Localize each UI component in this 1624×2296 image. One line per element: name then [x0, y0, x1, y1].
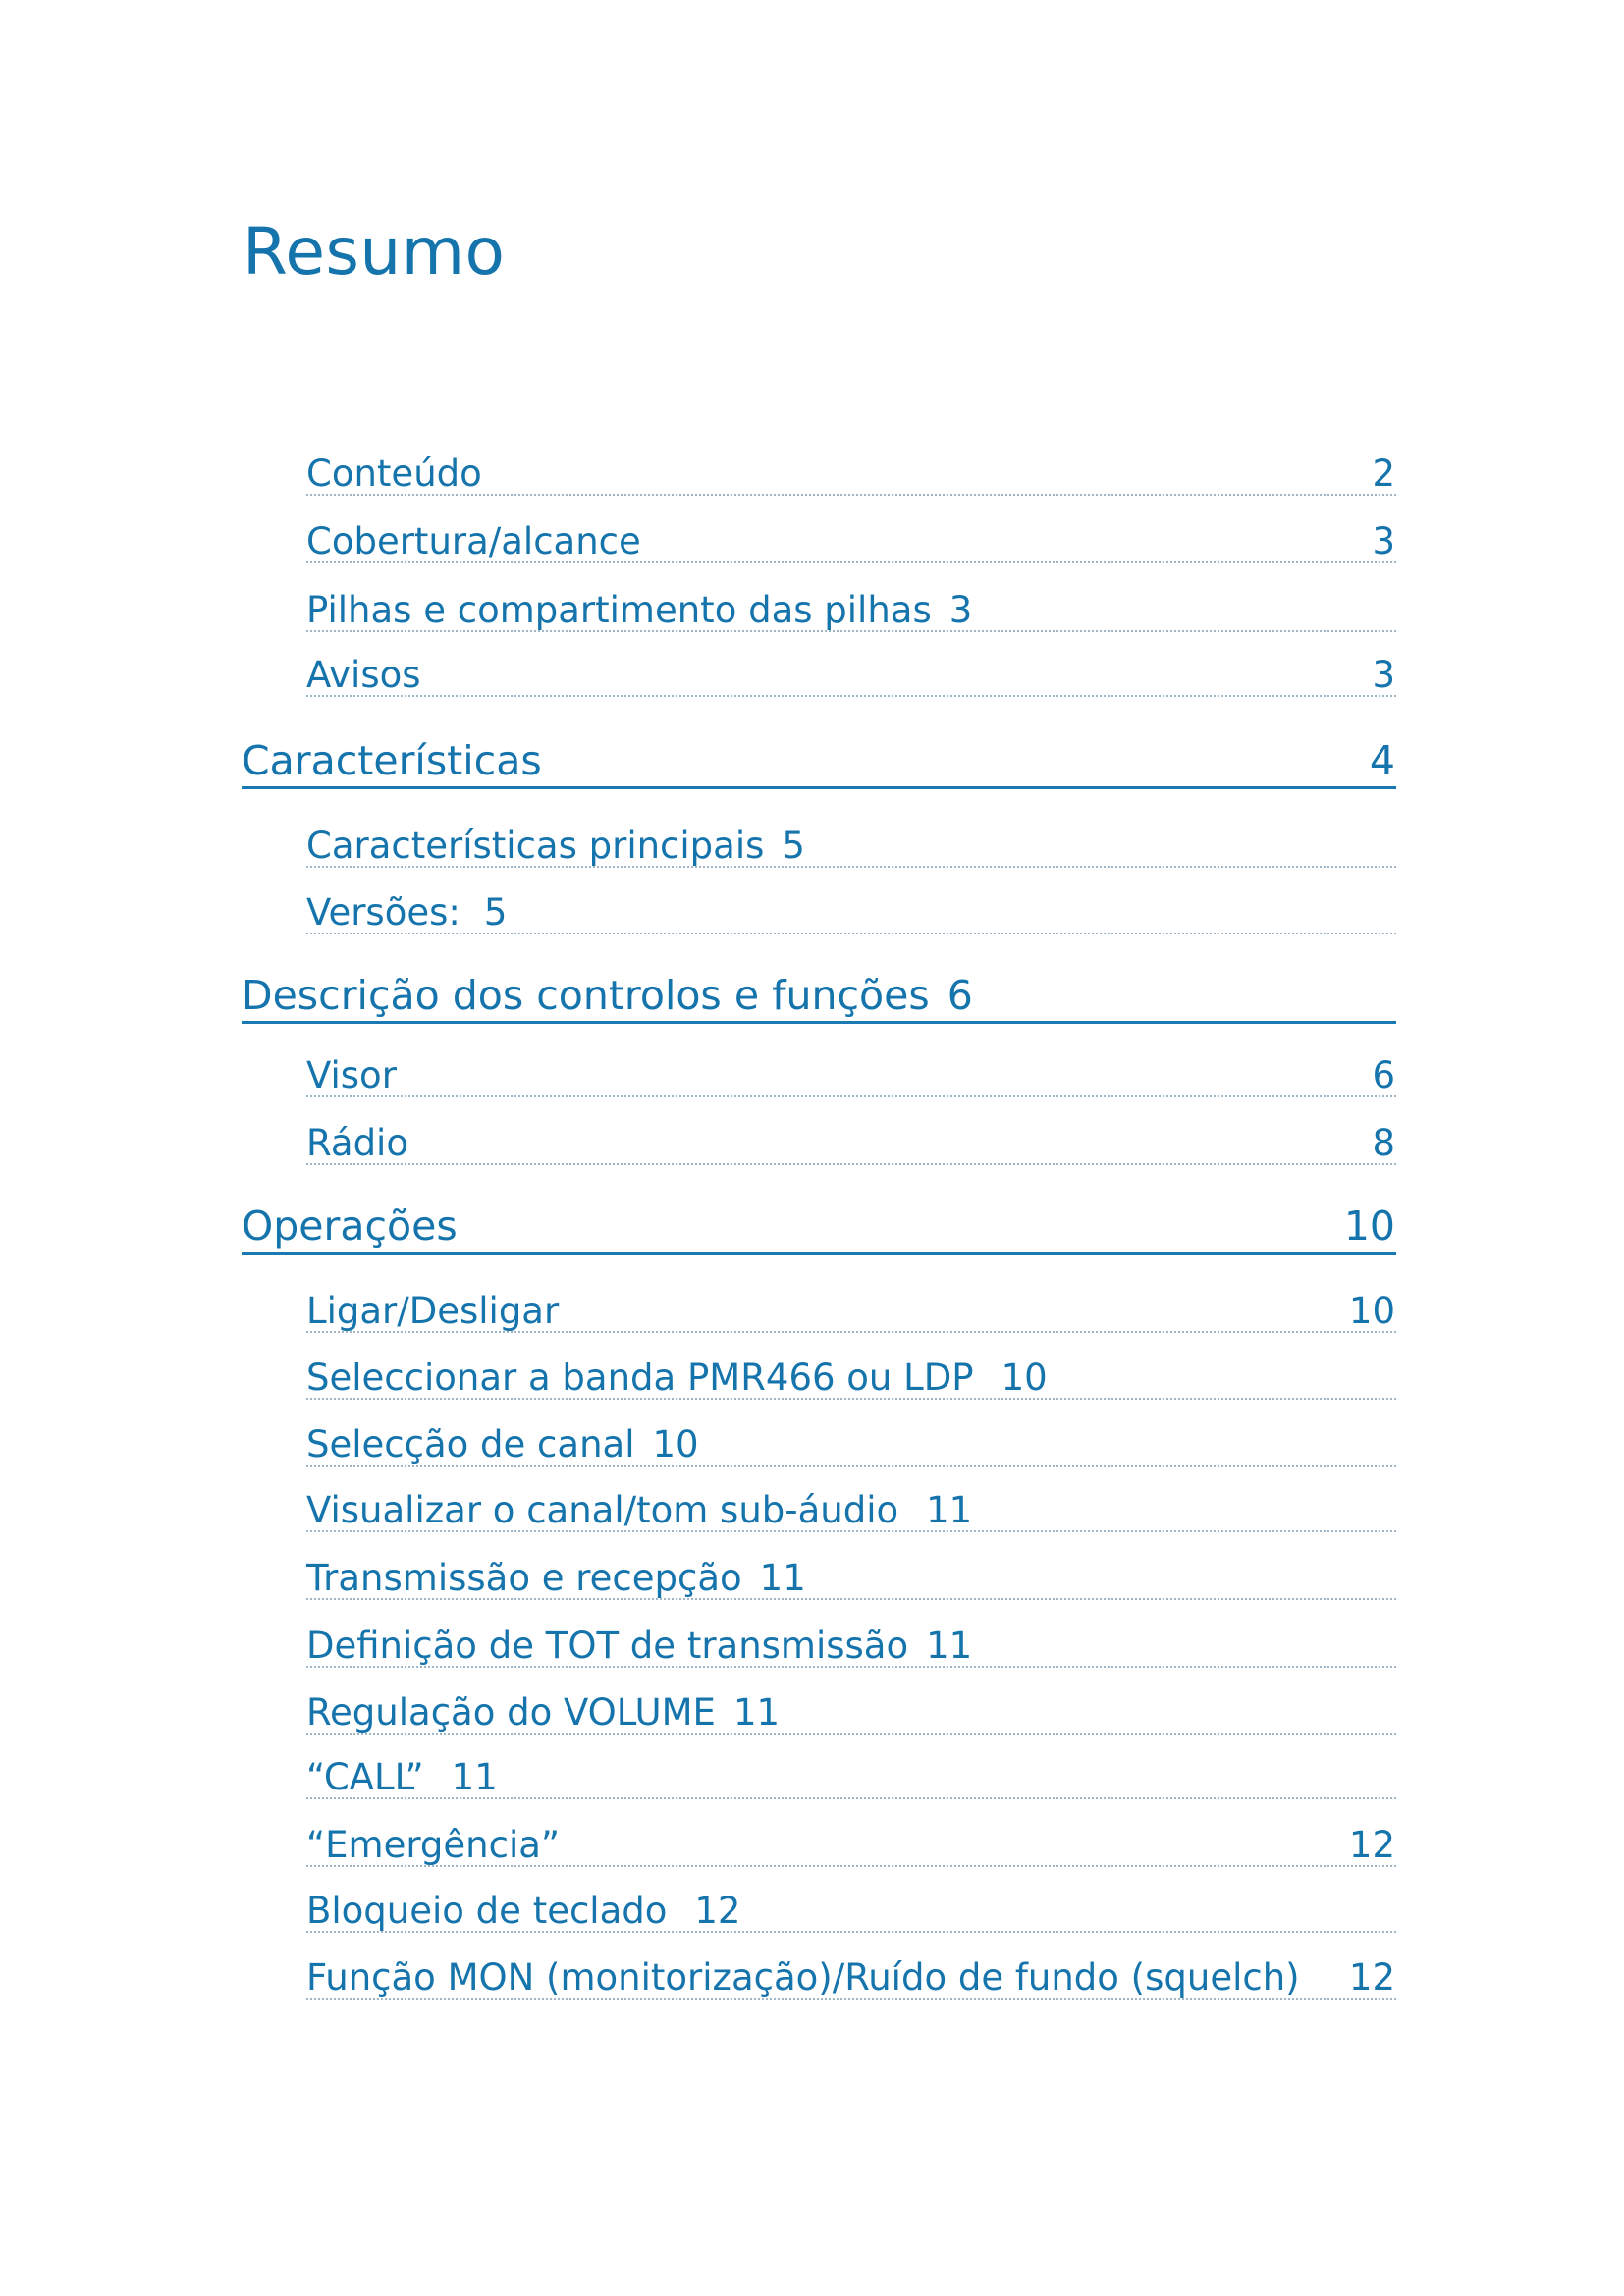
toc-entry-avisos[interactable] — [306, 654, 1396, 697]
toc-section-label: Descrição dos controlos e funções — [242, 972, 930, 1019]
toc-page-number: 4 — [1369, 737, 1395, 784]
toc-entry-tot[interactable] — [306, 1625, 1396, 1668]
toc-entry-emergencia[interactable] — [306, 1824, 1396, 1867]
toc-page-number: 3 — [1372, 654, 1395, 696]
toc-entry-pilhas[interactable] — [306, 589, 1396, 632]
toc-label: “Emergência” — [306, 1824, 561, 1866]
toc-label: Características principais — [306, 825, 765, 867]
toc-section-descricao[interactable] — [242, 972, 1396, 1024]
toc-entry-volume[interactable] — [306, 1691, 1396, 1735]
toc-page-number: 3 — [948, 589, 973, 631]
toc-page-number: 6 — [947, 972, 973, 1019]
toc-label: Selecção de canal — [306, 1423, 635, 1466]
toc-entry-conteudo[interactable] — [306, 453, 1396, 496]
toc-entry-seleccionar-banda[interactable] — [306, 1357, 1396, 1400]
toc-section-operacoes[interactable] — [242, 1202, 1396, 1255]
toc-label: Avisos — [306, 654, 421, 696]
toc-entry-bloqueio[interactable] — [306, 1890, 1396, 1933]
toc-page-number: 11 — [926, 1625, 973, 1667]
toc-page-number: 10 — [1001, 1357, 1048, 1399]
toc-label: Pilhas e compartimento das pilhas — [306, 589, 932, 631]
toc-page-number: 11 — [451, 1756, 498, 1798]
toc-page-number: 10 — [1348, 1290, 1395, 1332]
toc-label: Visualizar o canal/tom sub-áudio — [306, 1489, 899, 1531]
toc-label: “CALL” — [306, 1756, 424, 1798]
toc-page-number: 6 — [1372, 1054, 1395, 1096]
toc-page-number: 11 — [732, 1691, 781, 1734]
toc-entry-visor[interactable] — [306, 1054, 1396, 1097]
toc-label: Conteúdo — [306, 453, 482, 495]
toc-page-number: 12 — [1348, 1956, 1395, 1999]
toc-section-label: Operações — [242, 1202, 458, 1250]
toc-entry-transmissao[interactable] — [306, 1557, 1396, 1600]
toc-label: Rádio — [306, 1122, 408, 1164]
toc-entry-visualizar-canal[interactable] — [306, 1489, 1396, 1532]
toc-page-number: 10 — [652, 1423, 699, 1466]
toc-label: Versões: — [306, 891, 460, 934]
toc-label: Ligar/Desligar — [306, 1290, 560, 1332]
toc-entry-versoes[interactable] — [306, 891, 1396, 934]
toc-section-label: Características — [242, 737, 542, 784]
toc-label: Seleccionar a banda PMR466 ou LDP — [306, 1357, 974, 1399]
toc-label: Função MON (monitorização)/Ruído de fundo (squelch) — [306, 1956, 1300, 1999]
toc-entry-caracteristicas-principais[interactable] — [306, 825, 1396, 868]
toc-label: Definição de TOT de transmissão — [306, 1625, 909, 1667]
toc-page-number: 10 — [1343, 1202, 1395, 1250]
toc-page-number: 11 — [759, 1557, 806, 1599]
toc-entry-funcao-mon[interactable] — [306, 1956, 1396, 2000]
toc-entry-ligar[interactable] — [306, 1290, 1396, 1333]
toc-label: Visor — [306, 1054, 397, 1096]
toc-page-number: 11 — [926, 1489, 973, 1531]
toc-entry-radio[interactable] — [306, 1122, 1396, 1165]
page-title: Resumo — [243, 214, 506, 290]
toc-label: Bloqueio de teclado — [306, 1890, 668, 1932]
toc-label: Transmissão e recepção — [306, 1557, 742, 1599]
toc-entry-cobertura[interactable] — [306, 520, 1396, 563]
toc-page-number: 8 — [1372, 1122, 1395, 1164]
toc-page-number: 5 — [782, 825, 805, 867]
toc-page-number: 2 — [1372, 453, 1395, 495]
toc-page-number: 5 — [483, 891, 508, 934]
toc-page-number: 12 — [694, 1890, 741, 1932]
toc-entry-call[interactable] — [306, 1756, 1396, 1799]
toc-label: Cobertura/alcance — [306, 520, 641, 562]
toc-page-number: 12 — [1348, 1824, 1395, 1866]
toc-entry-seleccao-canal[interactable] — [306, 1423, 1396, 1467]
toc-label: Regulação do VOLUME — [306, 1691, 716, 1734]
toc-section-caracteristicas[interactable] — [242, 737, 1396, 789]
toc-page-number: 3 — [1372, 520, 1395, 562]
